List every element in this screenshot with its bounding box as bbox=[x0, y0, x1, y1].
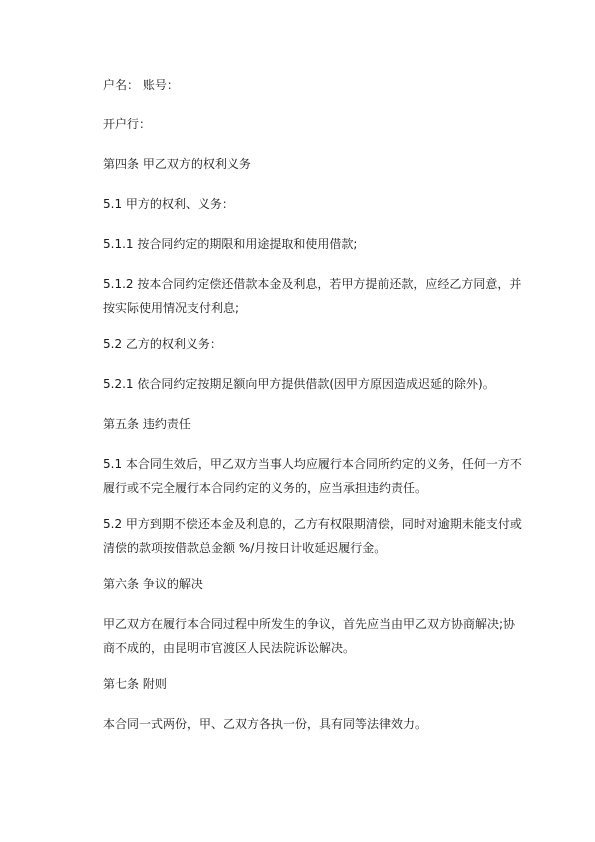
bank-line: 开户行： bbox=[103, 117, 152, 131]
article-7-heading: 第七条 附则 bbox=[103, 677, 167, 691]
article-4-heading: 第四条 甲乙双方的权利义务 bbox=[103, 157, 251, 171]
clause-5-1-1: 5.1.1 按合同约定的期限和用途提取和使用借款; bbox=[103, 237, 358, 251]
liability-clause-5-1: 5.1 本合同生效后，甲乙双方当事人均应履行本合同所约定的义务，任何一方不履行或不完全履行本合同约定的义务的，应当承担违约责任。 bbox=[103, 457, 522, 495]
clause-5-2-1: 5.2.1 依合同约定按期足额向甲方提供借款(因甲方原因造成迟延的除外)。 bbox=[103, 377, 495, 391]
account-name-line: 户名： 账号： bbox=[103, 78, 179, 92]
article-6-heading: 第六条 争议的解决 bbox=[103, 577, 203, 591]
liability-clause-5-2: 5.2 甲方到期不偿还本金及利息的，乙方有权限期清偿，同时对逾期未能支付或清偿的款项按借款总金额 %/月按日计收延迟履行金。 bbox=[103, 517, 522, 555]
clause-5-2-heading: 5.2 乙方的权利义务： bbox=[103, 337, 222, 351]
article-5-heading: 第五条 违约责任 bbox=[103, 417, 191, 431]
dispute-resolution-text: 甲乙双方在履行本合同过程中所发生的争议，首先应当由甲乙双方协商解决;协商不成的，由昆明市官渡区人民法院诉讼解决。 bbox=[103, 617, 516, 655]
clause-5-1-heading: 5.1 甲方的权利、义务： bbox=[103, 197, 234, 211]
supplementary-text: 本合同一式两份，甲、乙双方各执一份，具有同等法律效力。 bbox=[103, 717, 428, 731]
clause-5-1-2: 5.1.2 按本合同约定偿还借款本金及利息，若甲方提前还款，应经乙方同意，并按实际使用情况支付利息; bbox=[103, 277, 522, 315]
